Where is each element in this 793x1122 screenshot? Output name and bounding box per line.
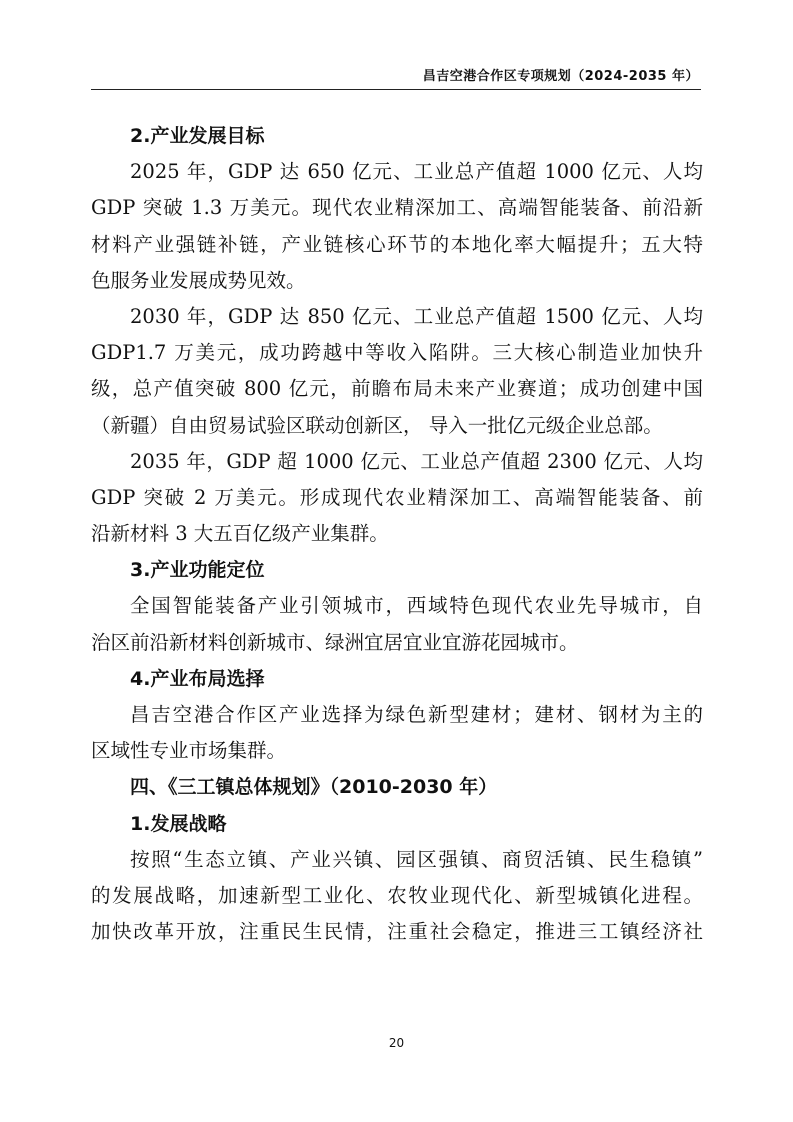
paragraph-layout-selection: [91, 697, 703, 769]
heading-development-strategy: 1.发展战略: [130, 812, 227, 835]
text-line: 全国智能装备产业引领城市，西域特色现代农业先导城市，自: [130, 594, 703, 618]
heading-function-positioning: 3.产业功能定位: [130, 559, 265, 582]
section-heading-sangong-plan: 四、《三工镇总体规划》（2010-2030 年）: [130, 776, 498, 799]
text-line: 材料产业强链补链，产业链核心环节的本地化率大幅提升；五大特: [91, 232, 703, 256]
running-header: 昌吉空港合作区专项规划（2024-2035 年）: [422, 69, 699, 84]
paragraph-function-positioning: [91, 588, 703, 660]
text-line: 2035 年，GDP 超 1000 亿元、工业总产值超 2300 亿元、人均: [130, 449, 703, 473]
paragraph-2030-goals: [91, 299, 703, 444]
text-line: （新疆）自由贸易试验区联动创新区， 导入一批亿元级企业总部。: [91, 413, 663, 437]
paragraph-2035-goals: [91, 444, 703, 553]
text-line: GDP1.7 万美元，成功跨越中等收入陷阱。三大核心制造业加快升: [91, 341, 703, 365]
text-line: GDP 突破 2 万美元。形成现代农业精深加工、高端智能装备、前: [91, 485, 703, 509]
text-line: 加快改革开放，注重民生民情，注重社会稳定，推进三工镇经济社: [91, 920, 703, 944]
text-line: 区域性专业市场集群。: [91, 739, 287, 763]
text-line: 治区前沿新材料创新城市、绿洲宜居宜业宜游花园城市。: [91, 630, 579, 654]
header-rule: [91, 89, 701, 90]
text-line: 色服务业发展成势见效。: [91, 268, 306, 292]
text-line: 沿新材料 3 大五百亿级产业集群。: [91, 522, 389, 546]
paragraph-development-strategy: [91, 842, 703, 951]
text-line: 2025 年，GDP 达 650 亿元、工业总产值超 1000 亿元、人均: [130, 160, 703, 184]
text-line: 昌吉空港合作区产业选择为绿色新型建材；建材、钢材为主的: [130, 703, 703, 726]
text-line: 按照“生态立镇、产业兴镇、园区强镇、商贸活镇、民生稳镇”: [130, 847, 703, 871]
text-line: GDP 突破 1.3 万美元。现代农业精深加工、高端智能装备、前沿新: [91, 196, 703, 220]
text-line: 2030 年，GDP 达 850 亿元、工业总产值超 1500 亿元、人均: [130, 304, 703, 328]
text-line: 级，总产值突破 800 亿元，前瞻布局未来产业赛道；成功创建中国: [91, 377, 703, 401]
heading-industry-goals: 2.产业发展目标: [130, 125, 265, 147]
page-content: [91, 118, 703, 950]
paragraph-2025-goals: [91, 154, 703, 299]
page-number: 20: [388, 1036, 405, 1050]
text-line: 的发展战略，加速新型工业化、农牧业现代化、新型城镇化进程。: [91, 883, 703, 907]
heading-layout-selection: 4.产业布局选择: [130, 667, 265, 690]
